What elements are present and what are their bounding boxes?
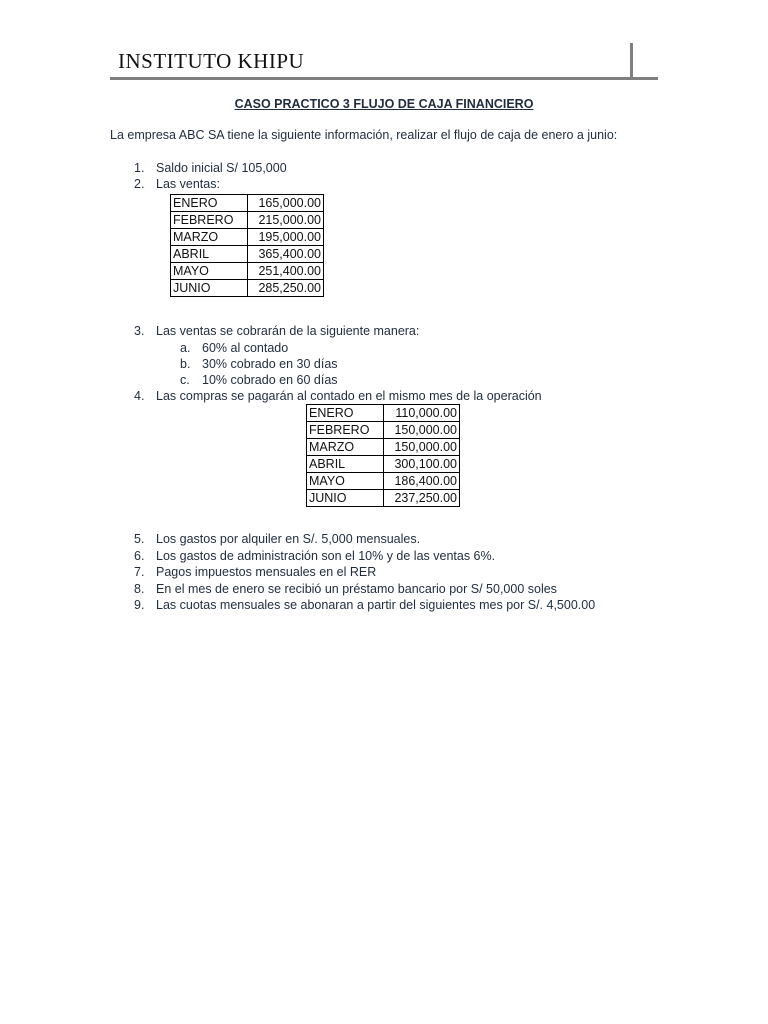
amount-cell: 195,000.00 — [248, 229, 324, 246]
list-item-9 — [134, 598, 595, 612]
list-number: 6. — [134, 549, 145, 563]
list-number: 8. — [134, 582, 145, 596]
table-row — [307, 490, 460, 507]
list-text: Los gastos por alquiler en S/. 5,000 mensuales. — [156, 532, 421, 546]
table-row — [171, 212, 324, 229]
header-divider — [110, 77, 658, 80]
amount-cell: 150,000.00 — [384, 422, 460, 439]
month-cell: ABRIL — [307, 456, 384, 473]
list-text: Las ventas: — [156, 177, 220, 191]
amount-cell: 285,250.00 — [248, 280, 324, 297]
list-item-5 — [134, 532, 420, 546]
sub-letter: b. — [180, 357, 191, 371]
list-number: 3. — [134, 324, 145, 338]
amount-cell: 251,400.00 — [248, 263, 324, 280]
sub-item-b — [180, 357, 338, 371]
list-text: Las cuotas mensuales se abonaran a partir del siguientes mes por S/. 4,500.00 — [156, 598, 596, 612]
month-cell: JUNIO — [171, 280, 248, 297]
amount-cell: 300,100.00 — [384, 456, 460, 473]
list-number: 5. — [134, 532, 145, 546]
list-text: Las ventas se cobrarán de la siguiente manera: — [156, 324, 420, 338]
month-cell: ENERO — [307, 405, 384, 422]
sub-text: 30% cobrado en 30 días — [202, 357, 338, 371]
document-title: CASO PRACTICO 3 FLUJO DE CAJA FINANCIERO — [234, 97, 534, 111]
table-row — [307, 456, 460, 473]
list-number: 7. — [134, 565, 145, 579]
list-text: Saldo inicial S/ 105,000 — [156, 161, 287, 175]
month-cell: MAYO — [307, 473, 384, 490]
list-item-6 — [134, 549, 495, 563]
header-title: INSTITUTO KHIPU — [118, 49, 305, 73]
list-number: 1. — [134, 161, 145, 175]
list-text: Las compras se pagarán al contado en el mismo mes de la operación — [156, 389, 542, 403]
intro-paragraph: La empresa ABC SA tiene la siguiente información, realizar el flujo de caja de enero a junio: — [110, 128, 618, 142]
month-cell: ABRIL — [171, 246, 248, 263]
sub-text: 60% al contado — [202, 341, 289, 355]
amount-cell: 215,000.00 — [248, 212, 324, 229]
list-number: 2. — [134, 177, 145, 191]
list-text: En el mes de enero se recibió un préstamo bancario por S/ 50,000 soles — [156, 582, 557, 596]
table-row — [171, 195, 324, 212]
month-cell: MARZO — [307, 439, 384, 456]
month-cell: FEBRERO — [307, 422, 384, 439]
sales-table — [170, 194, 324, 297]
sub-item-c — [180, 373, 338, 387]
table-row — [307, 473, 460, 490]
list-item-4 — [134, 389, 542, 403]
list-item-1 — [134, 161, 287, 175]
table-row — [171, 280, 324, 297]
list-number: 9. — [134, 598, 145, 612]
table-row — [307, 439, 460, 456]
amount-cell: 165,000.00 — [248, 195, 324, 212]
month-cell: ENERO — [171, 195, 248, 212]
list-text: Pagos impuestos mensuales en el RER — [156, 565, 377, 579]
amount-cell: 365,400.00 — [248, 246, 324, 263]
month-cell: JUNIO — [307, 490, 384, 507]
month-cell: MAYO — [171, 263, 248, 280]
list-item-2 — [134, 177, 220, 191]
list-item-3 — [134, 324, 419, 338]
purchases-table — [306, 404, 460, 507]
sub-letter: c. — [180, 373, 190, 387]
list-text: Los gastos de administración son el 10% y de las ventas 6%. — [156, 549, 496, 563]
header-divider-vertical — [630, 43, 633, 77]
sub-letter: a. — [180, 341, 191, 355]
month-cell: FEBRERO — [171, 212, 248, 229]
amount-cell: 237,250.00 — [384, 490, 460, 507]
table-row — [171, 229, 324, 246]
table-row — [307, 405, 460, 422]
amount-cell: 150,000.00 — [384, 439, 460, 456]
table-row — [171, 246, 324, 263]
list-item-7 — [134, 565, 376, 579]
list-item-8 — [134, 582, 557, 596]
month-cell: MARZO — [171, 229, 248, 246]
sub-text: 10% cobrado en 60 días — [202, 373, 338, 387]
list-number: 4. — [134, 389, 145, 403]
amount-cell: 186,400.00 — [384, 473, 460, 490]
amount-cell: 110,000.00 — [384, 405, 460, 422]
sub-item-a — [180, 341, 288, 355]
table-row — [171, 263, 324, 280]
table-row — [307, 422, 460, 439]
